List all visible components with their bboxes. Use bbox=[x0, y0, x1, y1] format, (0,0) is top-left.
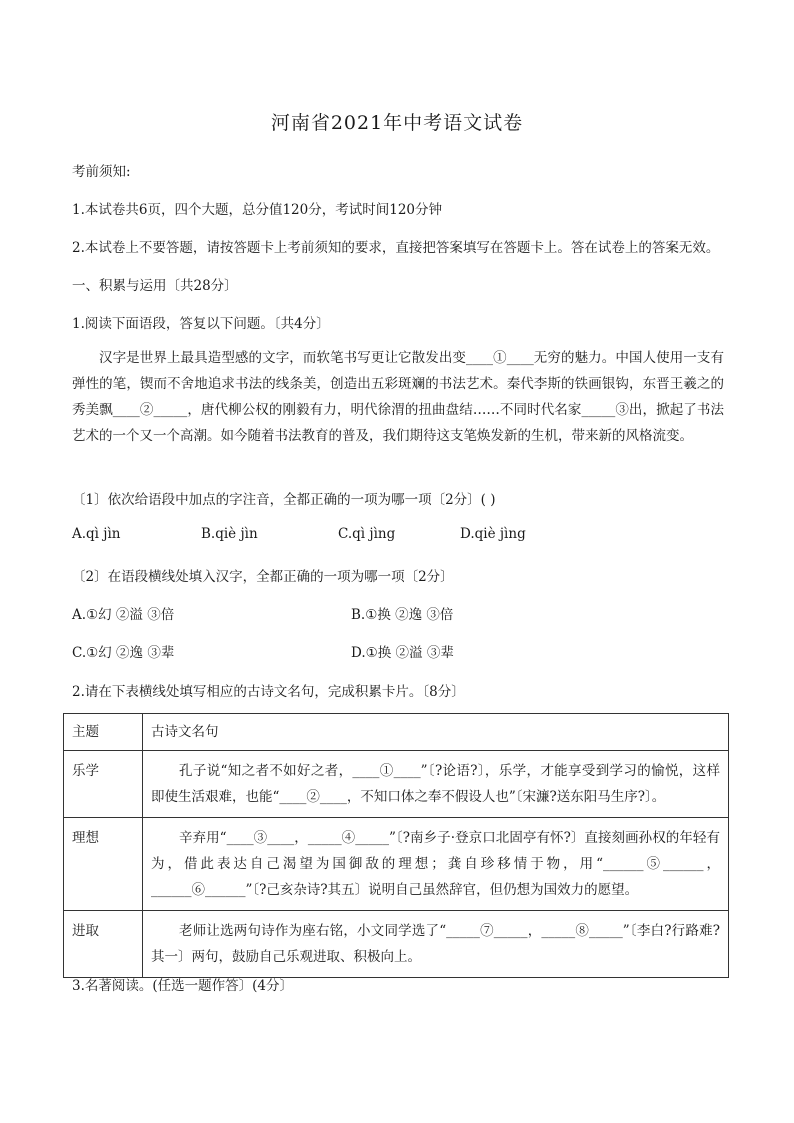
question-1-2: 〔2〕在语段横线处填入汉字，全都正确的一项为哪一项〔2分〕 bbox=[72, 569, 454, 585]
option-d: D.qiè jìng bbox=[460, 526, 526, 542]
option-d: D.①换 ②溢 ③辈 bbox=[351, 645, 454, 661]
table-row bbox=[64, 818, 729, 911]
question-1-1: 〔1〕依次给语段中加点的字注音，全都正确的一项为哪一项〔2分〕( ) bbox=[72, 492, 496, 508]
notice-heading: 考前须知: bbox=[72, 164, 131, 180]
table-cell-text: 辛弃用“____③____，_____④_____”〔?南乡子·登京口北固亭有怀?〕直接刻画孙权的年轻有为，借此表达自己渴望为国御敌的理想；龚自珍移情于物，用“______⑤______，______⑥______”〔?己亥杂诗?其五〕说明自己虽然辞官，但仍想为国效力的愿望。 bbox=[143, 818, 729, 911]
notice-item-1: 1.本试卷共6页，四个大题，总分值120分，考试时间120分钟 bbox=[72, 202, 443, 218]
section-heading: 一、积累与运用〔共28分〕 bbox=[72, 278, 238, 294]
option-b: B.①换 ②逸 ③倍 bbox=[351, 607, 454, 623]
table-cell-text: 孔子说“知之者不如好之者，____①____”〔?论语?〕，乐学，才能享受到学习的愉悦，这样即使生活艰难，也能“____②____，不知口体之奉不假设人也”〔宋濂?送东阳马生序?〕。 bbox=[143, 751, 729, 818]
accumulation-card-table bbox=[63, 713, 729, 978]
option-a: A.①幻 ②溢 ③倍 bbox=[72, 607, 175, 623]
table-cell-theme: 进取 bbox=[64, 911, 143, 978]
table-cell-text: 老师让选两句诗作为座右铭，小文同学选了“_____⑦_____，_____⑧_____”〔李白?行路难?其一〕两句，鼓励自己乐观进取、积极向上。 bbox=[143, 911, 729, 978]
question-3-heading: 3.名著阅读。(任选一题作答〕(4分〕 bbox=[72, 978, 294, 994]
option-c: C.qì jìng bbox=[338, 526, 396, 542]
notice-item-2: 2.本试卷上不要答题，请按答题卡上考前须知的要求，直接把答案填写在答题卡上。答在试卷上的答案无效。 bbox=[72, 240, 720, 256]
page-title: 河南省2021年中考语文试卷 bbox=[270, 112, 524, 134]
option-b: B.qiè jìn bbox=[201, 526, 258, 542]
table-cell-theme: 乐学 bbox=[64, 751, 143, 818]
table-header-cell: 古诗文名句 bbox=[143, 714, 729, 751]
table-header-row bbox=[64, 714, 729, 751]
table-row bbox=[64, 911, 729, 978]
table-cell-theme: 理想 bbox=[64, 818, 143, 911]
option-a: A.qì jìn bbox=[72, 526, 121, 542]
question-2-heading: 2.请在下表横线处填写相应的古诗文名句，完成积累卡片。〔8分〕 bbox=[72, 684, 465, 700]
option-c: C.①幻 ②逸 ③辈 bbox=[72, 645, 175, 661]
reading-passage: 汉字是世界上最具造型感的文字，而软笔书写更让它散发出变____①____无穷的魅力。中国人使用一支有弹性的笔，锲而不舍地追求书法的线条美，创造出五彩斑斓的书法艺术。秦代李斯的铁画银钩，东晋王羲之的秀美飘____②_____，唐代柳公权的刚毅有力，明代徐渭的扭曲盘结……不同时代名家_____③出，掀起了书法艺术的一个又一个高潮。如今随着书法教育的普及，我们期待这支笔焕发新的生机，带来新的风格流变。 bbox=[72, 350, 724, 444]
table-header-cell: 主题 bbox=[64, 714, 143, 751]
question-1-heading: 1.阅读下面语段，答复以下问题。〔共4分〕 bbox=[72, 316, 330, 332]
table-row bbox=[64, 751, 729, 818]
